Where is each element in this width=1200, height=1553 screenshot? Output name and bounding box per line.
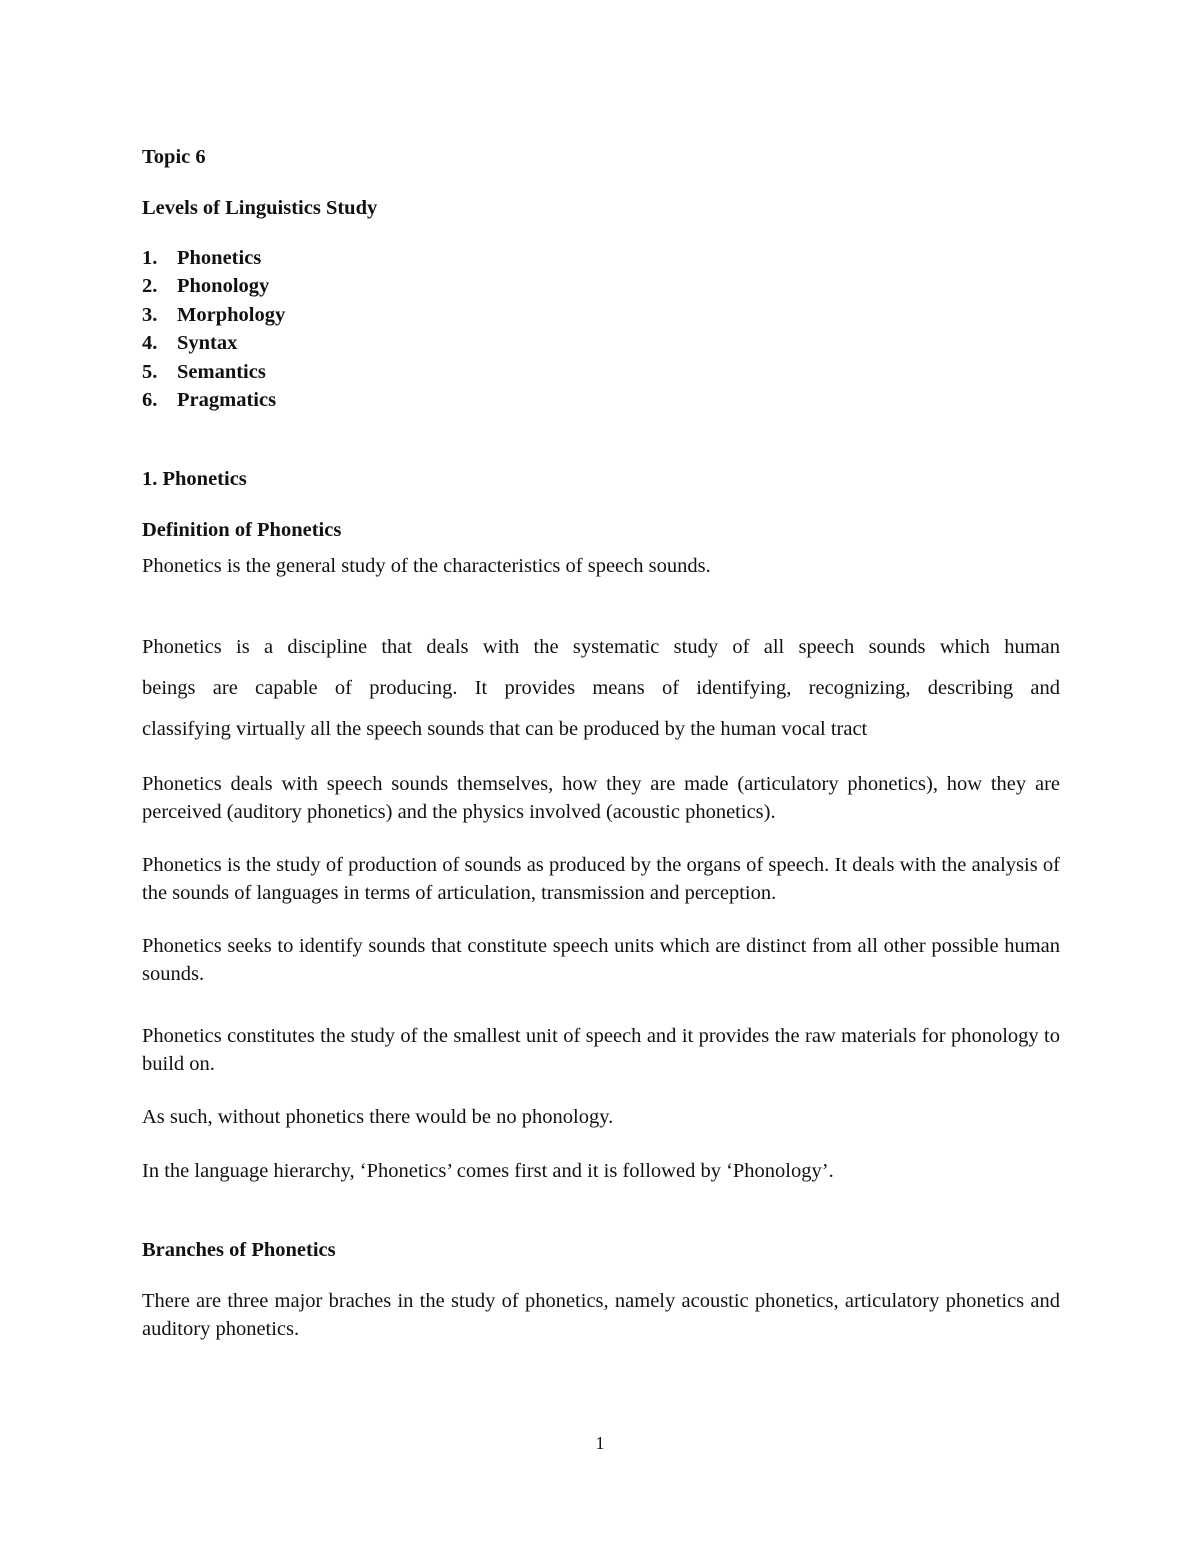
paragraph: As such, without phonetics there would be no phonology. <box>142 1106 614 1128</box>
list-item <box>142 272 285 300</box>
section-heading: 1. Phonetics <box>142 468 247 490</box>
paragraph: There are three major braches in the study of phonetics, namely acoustic phonetics, articulatory phonetics and auditory phonetics. <box>142 1290 1060 1340</box>
page-title: Levels of Linguistics Study <box>142 197 378 219</box>
list-item-label: Syntax <box>177 332 238 355</box>
list-item-label: Pragmatics <box>177 388 277 411</box>
list-item <box>142 301 285 329</box>
paragraph: Phonetics seeks to identify sounds that constitute speech units which are distinct from all other possible human sounds. <box>142 935 1060 985</box>
paragraph: Phonetics is the study of production of sounds as produced by the organs of speech. It deals with the analysis of the sounds of languages in terms of articulation, transmission and perception. <box>142 854 1060 904</box>
paragraph: Phonetics deals with speech sounds themselves, how they are made (articulatory phonetics), how they are perceived (auditory phonetics) and the physics involved (acoustic phonetics). <box>142 773 1060 823</box>
list-item <box>142 329 285 357</box>
list-item-number: 4. <box>142 332 158 355</box>
branches-heading: Branches of Phonetics <box>142 1239 336 1261</box>
list-item-number: 1. <box>142 247 158 269</box>
levels-list <box>142 244 285 414</box>
list-item <box>142 244 285 272</box>
list-item-label: Morphology <box>177 303 286 326</box>
list-item <box>142 386 285 414</box>
page-number: 1 <box>595 1433 605 1453</box>
list-item-label: Phonology <box>177 275 270 298</box>
list-item-number: 3. <box>142 303 158 326</box>
topic-label: Topic 6 <box>142 146 206 168</box>
paragraph-line: Phonetics is a discipline that deals with the systematic study of all speech sounds which human <box>142 636 1060 658</box>
paragraph-line: classifying virtually all the speech sounds that can be produced by the human vocal tract <box>142 718 868 740</box>
list-item-label: Semantics <box>177 360 266 383</box>
definition-heading: Definition of Phonetics <box>142 519 342 541</box>
paragraph: In the language hierarchy, ‘Phonetics’ comes first and it is followed by ‘Phonology’. <box>142 1160 834 1182</box>
list-item-label: Phonetics <box>177 247 262 269</box>
definition-text: Phonetics is the general study of the characteristics of speech sounds. <box>142 555 711 577</box>
paragraph-line: beings are capable of producing. It provides means of identifying, recognizing, describing and <box>142 677 1060 699</box>
list-item <box>142 358 285 386</box>
list-item-number: 2. <box>142 275 158 298</box>
paragraph: Phonetics constitutes the study of the smallest unit of speech and it provides the raw materials for phonology to build on. <box>142 1025 1060 1075</box>
list-item-number: 6. <box>142 388 158 411</box>
list-item-number: 5. <box>142 360 158 383</box>
